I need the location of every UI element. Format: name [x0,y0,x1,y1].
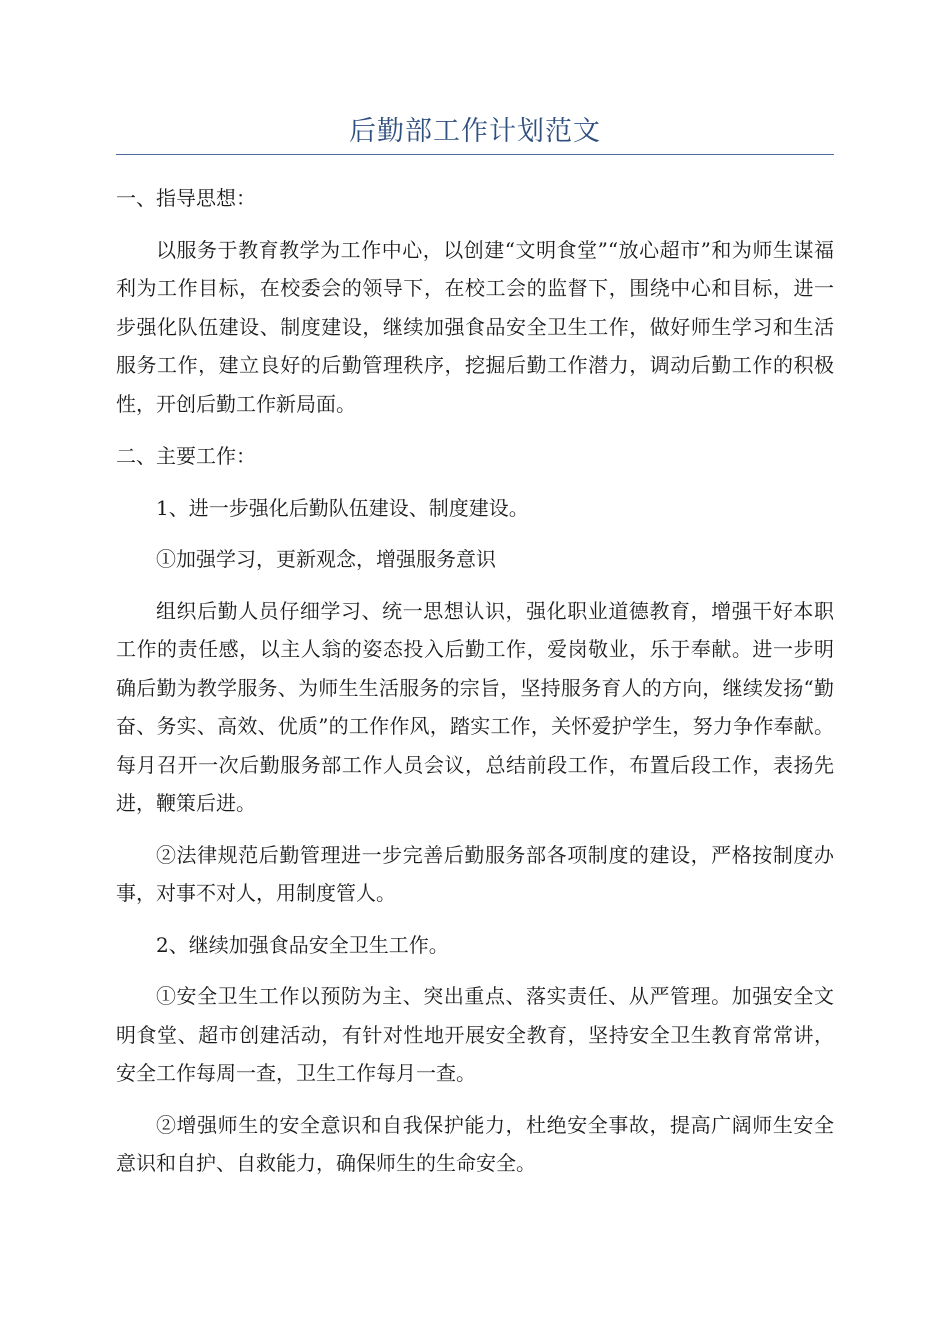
paragraph-guiding-thought: 以服务于教育教学为工作中心，以创建“文明食堂”“放心超市”和为师生谋福利为工作目标，在校委会的领导下，在校工会的监督下，围绕中心和目标，进一步强化队伍建设、制度建设，继续加强食品安全卫生工作，做好师生学习和生活服务工作，建立良好的后勤管理秩序，挖掘后勤工作潜力，调动后勤工作的积极性，开创后勤工作新局面。 [116,237,834,416]
title-underline [116,154,834,155]
subitem-1-1-heading: ①加强学习，更新观念，增强服务意识 [156,547,496,571]
item-2-heading: 2、继续加强食品安全卫生工作。 [156,932,449,957]
section-heading-main-work: 二、主要工作： [116,444,256,468]
document-title: 后勤部工作计划范文 [349,116,601,147]
subitem-1-2-paragraph: ②法律规范后勤管理进一步完善后勤服务部各项制度的建设，严格按制度办事，对事不对人，用制度管人。 [116,842,834,905]
document-page [116,112,834,1183]
section-heading-guiding-thought: 一、指导思想： [116,186,256,210]
subitem-2-1-paragraph: ①安全卫生工作以预防为主、突出重点、落实责任、从严管理。加强安全文明食堂、超市创建活动，有针对性地开展安全教育，坚持安全卫生教育常常讲，安全工作每周一查，卫生工作每月一查。 [116,984,834,1085]
item-1-heading: 1、进一步强化后勤队伍建设、制度建设。 [156,495,529,520]
subitem-2-2-paragraph: ②增强师生的安全意识和自我保护能力，杜绝安全事故，提高广阔师生安全意识和自护、自救能力，确保师生的生命安全。 [116,1112,834,1175]
paragraph-study-service: 组织后勤人员仔细学习、统一思想认识，强化职业道德教育，增强干好本职工作的责任感，以主人翁的姿态投入后勤工作，爱岗敬业，乐于奉献。进一步明确后勤为教学服务、为师生生活服务的宗旨，坚持服务育人的方向，继续发扬“勤奋、务实、高效、优质”的工作作风，踏实工作，关怀爱护学生，努力争作奉献。每月召开一次后勤服务部工作人员会议，总结前段工作，布置后段工作，表扬先进，鞭策后进。 [116,598,834,815]
